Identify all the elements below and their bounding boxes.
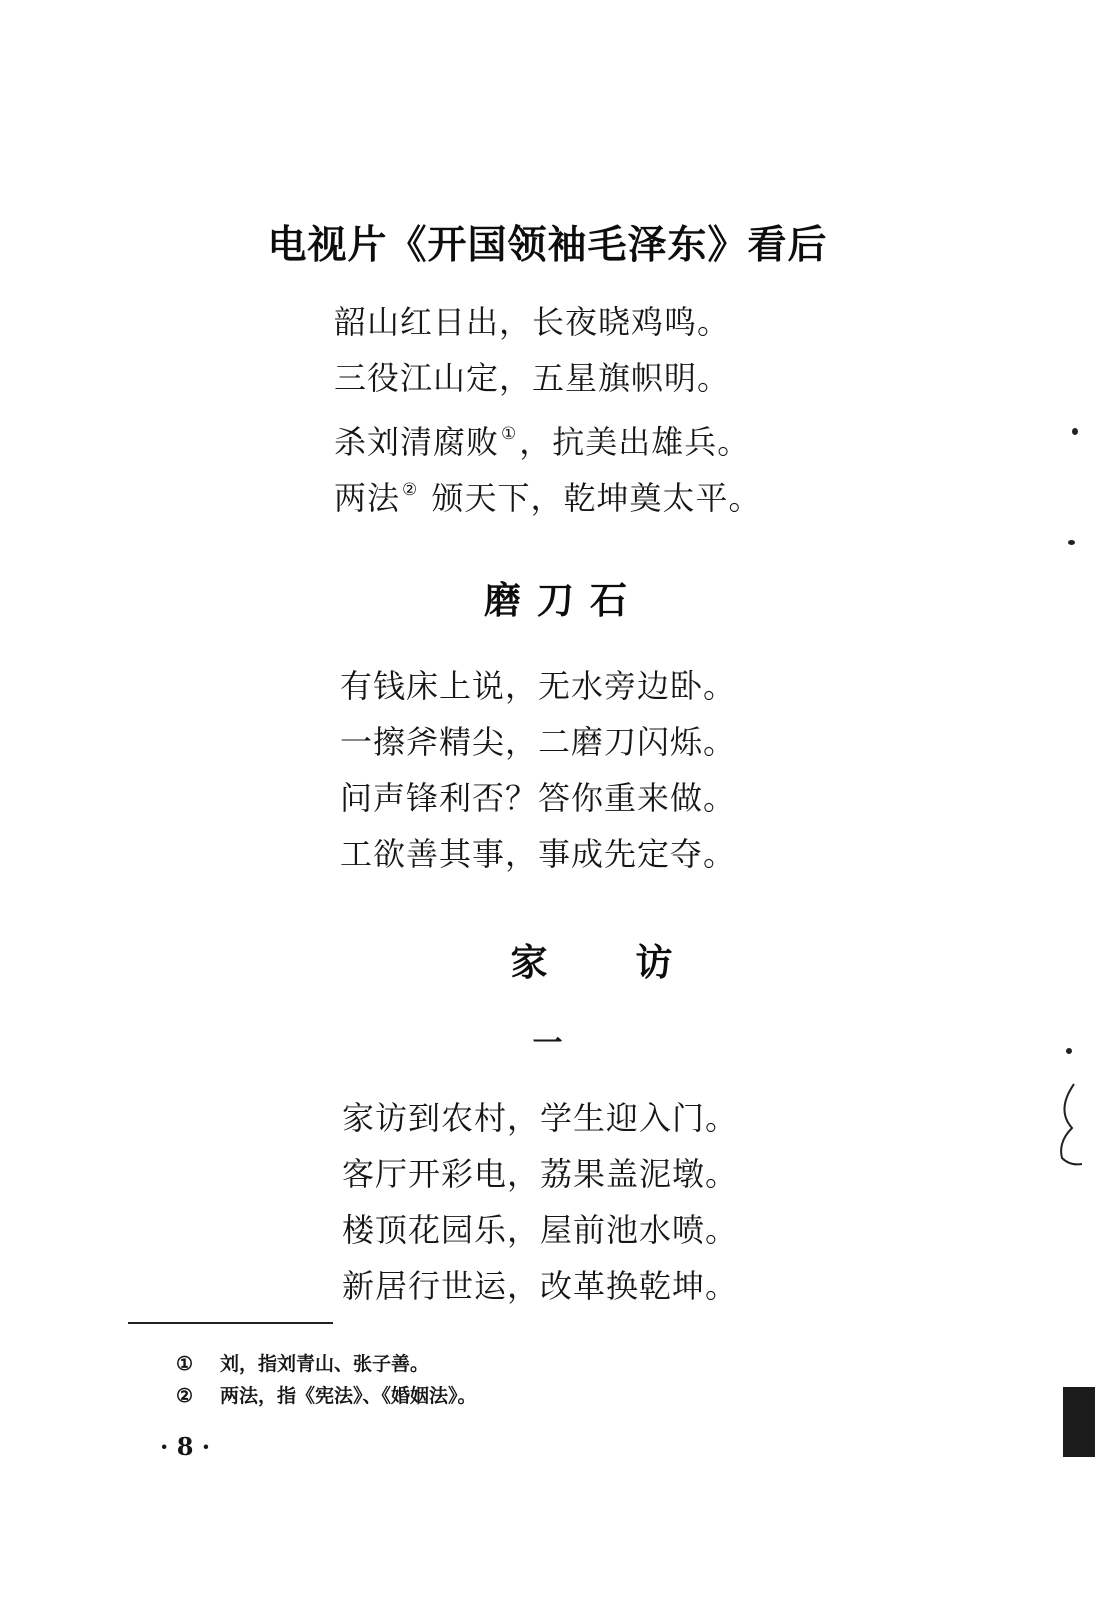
section-number: 一 [532, 1026, 563, 1061]
poem-line-text: 颁天下，乾坤奠太平。 [420, 479, 762, 517]
poem-line: 工欲善其事，事成先定夺。 [340, 835, 737, 873]
poem-line-text: 两法 [334, 479, 401, 517]
poem-line: 一擦斧精尖，二磨刀闪烁。 [340, 723, 737, 761]
poem-line-text: ，抗美出雄兵。 [519, 423, 751, 461]
poem-stanza [342, 1090, 738, 1314]
poem-line: 家访到农村，学生迎入门。 [342, 1099, 739, 1137]
footnote-marker: ① [176, 1353, 194, 1375]
scan-edge-mark [1063, 1387, 1095, 1457]
footnotes [176, 1348, 477, 1412]
poem-line-text: 杀刘清腐败 [334, 423, 500, 461]
poem-line: 新居行世运，改革换乾坤。 [342, 1267, 739, 1305]
page-number: · 8 · [160, 1432, 211, 1461]
scan-speck [1068, 540, 1075, 545]
footnote-text: 刘，指刘青山、张子善。 [220, 1353, 430, 1375]
scan-speck [1072, 428, 1078, 435]
footnote [176, 1348, 477, 1380]
poem-line: 客厅开彩电，荔果盖泥墩。 [342, 1155, 739, 1193]
footnote-divider [128, 1322, 333, 1324]
poem-line: 问声锋利否？答你重来做。 [340, 779, 737, 817]
scan-edge-curve [1052, 1080, 1082, 1170]
poem-stanza [334, 294, 761, 518]
poem-line: 三役江山定，五星旗帜明。 [334, 359, 731, 397]
poem-line [334, 406, 761, 462]
poem-title: 家访 [510, 941, 761, 984]
poem-title: 电视片《开国领袖毛泽东》看后 [267, 223, 828, 268]
poem-line: 韶山红日出，长夜晓鸡鸣。 [334, 303, 731, 341]
poem-line: 楼顶花园乐，屋前池水喷。 [342, 1211, 739, 1249]
footnote [176, 1380, 477, 1412]
footnote-marker: ② [176, 1385, 194, 1407]
scan-speck [1066, 1048, 1072, 1054]
poem-line [334, 462, 761, 518]
footnote-reference: ① [501, 424, 518, 444]
poem-line: 有钱床上说，无水旁边卧。 [340, 667, 737, 705]
footnote-text: 两法，指《宪法》、《婚姻法》。 [220, 1385, 477, 1407]
poem-title: 磨刀石 [484, 579, 643, 622]
footnote-reference: ② [402, 480, 419, 500]
poem-stanza [340, 658, 736, 882]
